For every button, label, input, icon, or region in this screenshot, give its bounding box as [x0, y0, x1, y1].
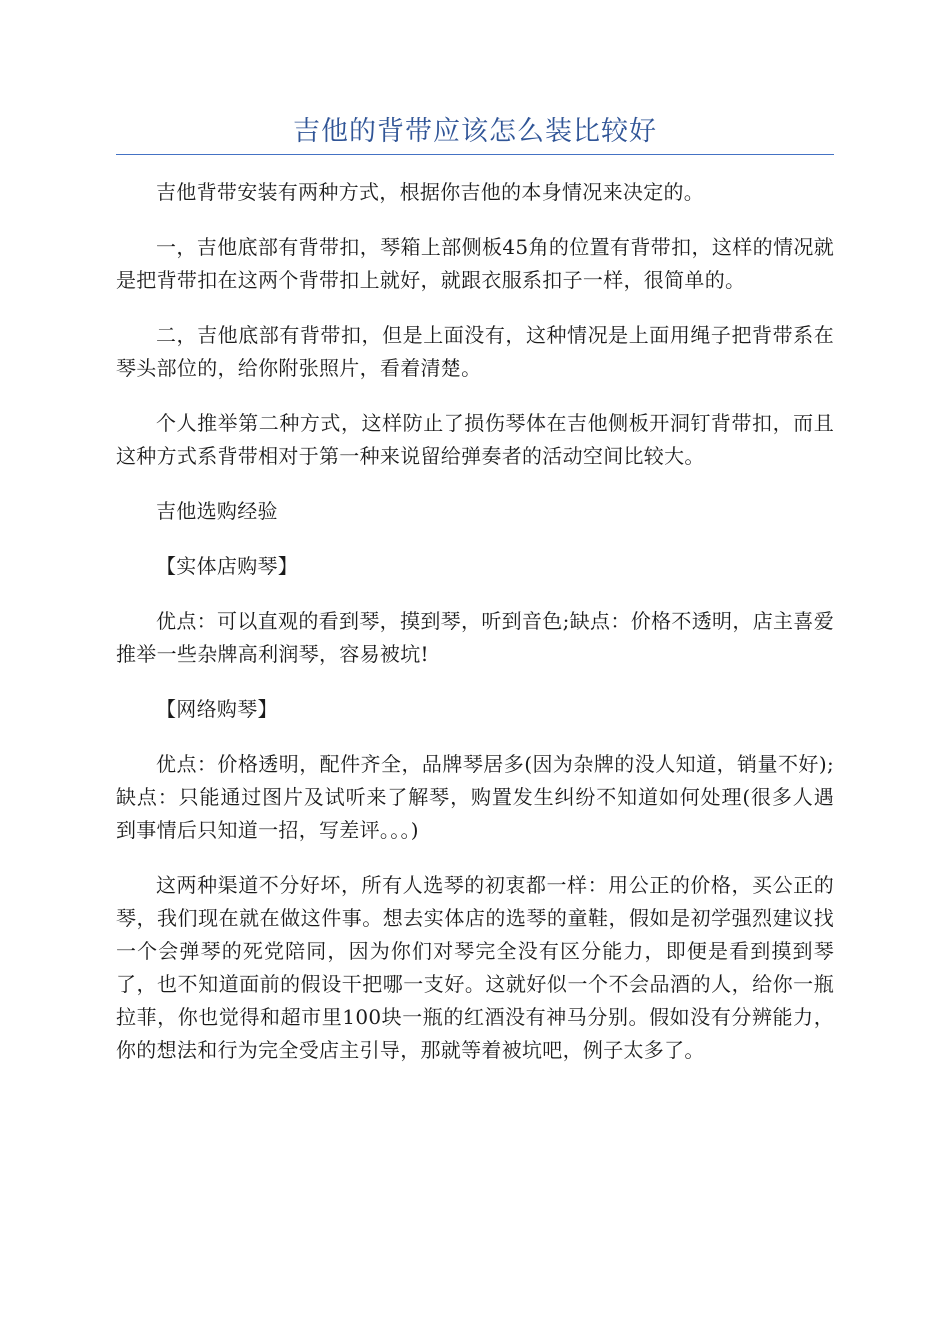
paragraph-store-pros-cons: 优点：可以直观的看到琴，摸到琴，听到音色;缺点：价格不透明，店主喜爱推举一些杂牌高利润琴，容易被坑! — [116, 609, 834, 666]
section-heading-buying-tips: 吉他选购经验 — [156, 499, 278, 523]
paragraph-conclusion: 这两种渠道不分好坏，所有人选琴的初衷都一样：用公正的价格，买公正的琴，我们现在就在做这件事。想去实体店的选琴的童鞋，假如是初学强烈建议找一个会弹琴的死党陪同，因为你们对琴完全没有区分能力，即便是看到摸到琴了，也不知道面前的假设干把哪一支好。这就好似一个不会品酒的人，给你一瓶拉菲，你也觉得和超市里100块一瓶的红酒没有神马分别。假如没有分辨能力，你的想法和行为完全受店主引导，那就等着被坑吧，例子太多了。 — [116, 873, 834, 1062]
paragraph-recommendation: 个人推举第二种方式，这样防止了损伤琴体在吉他侧板开洞钉背带扣，而且这种方式系背带相对于第一种来说留给弹奏者的活动空间比较大。 — [116, 411, 834, 468]
paragraph-method-one: 一，吉他底部有背带扣，琴箱上部侧板45角的位置有背带扣，这样的情况就是把背带扣在这两个背带扣上就好，就跟衣服系扣子一样，很简单的。 — [116, 235, 834, 292]
paragraph-online-pros-cons: 优点：价格透明，配件齐全，品牌琴居多(因为杂牌的没人知道，销量不好);缺点：只能通过图片及试听来了解琴，购置发生纠纷不知道如何处理(很多人遇到事情后只知道一招，写差评。。。) — [116, 752, 834, 842]
subheading-store-purchase: 【实体店购琴】 — [156, 554, 299, 578]
subheading-online-purchase: 【网络购琴】 — [156, 697, 278, 721]
paragraph-method-two: 二，吉他底部有背带扣，但是上面没有，这种情况是上面用绳子把背带系在琴头部位的，给你附张照片，看着清楚。 — [116, 323, 834, 380]
document-body — [116, 176, 834, 1089]
document-title: 吉他的背带应该怎么装比较好 — [293, 116, 657, 147]
title-underline — [116, 154, 834, 155]
paragraph-intro: 吉他背带安装有两种方式，根据你吉他的本身情况来决定的。 — [156, 180, 705, 204]
